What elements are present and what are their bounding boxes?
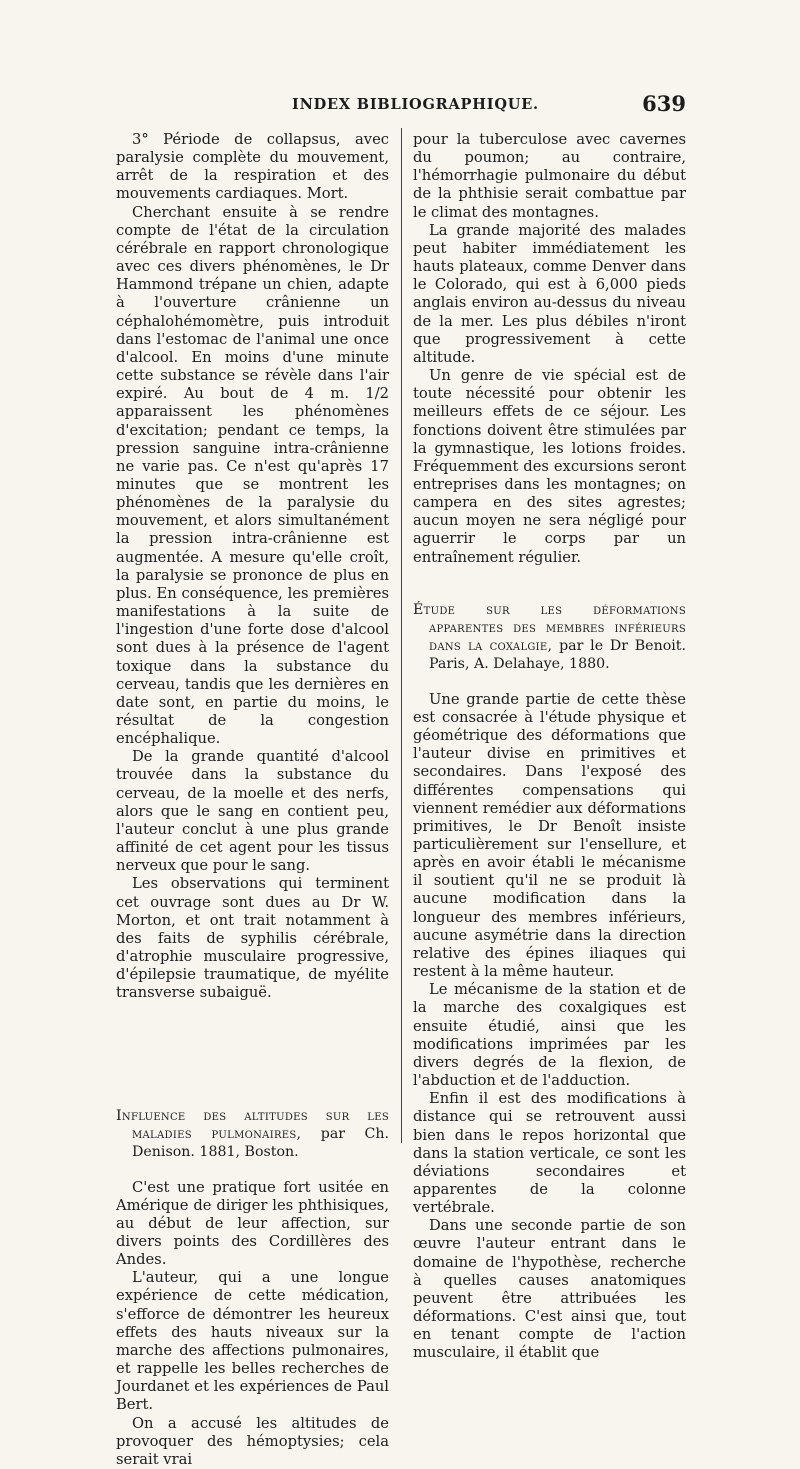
paragraph: Les observations qui terminent cet ouvrage sont dues au Dr W. Morton, et ont trait notamment à des faits de syphilis cérébrale, d'atrophie musculaire progressive, d'épilepsie traumatique, de myélite transverse subaiguë. <box>116 875 389 1002</box>
bibliography-entry-title <box>116 1107 389 1161</box>
spacer <box>116 1003 389 1107</box>
paragraph: La grande majorité des malades peut habiter immédiatement les hauts plateaux, comme Denver dans le Colorado, qui est à 6,000 pieds anglais environ au-dessus du niveau de la mer. Les plus débiles n'iront que progressivement à cette altitude. <box>413 221 686 366</box>
spacer <box>413 673 686 691</box>
paragraph: On a accusé les altitudes de provoquer des hémoptysies; cela serait vrai <box>116 1414 389 1468</box>
paragraph: pour la tuberculose avec cavernes du poumon; au contraire, l'hémorrhagie pulmonaire du début de la phthisie serait combattue par le climat des montagnes. <box>413 131 686 221</box>
paragraph: Cherchant ensuite à se rendre compte de l'état de la circulation cérébrale en rapport chronologique avec ces divers phénomènes, le Dr Hammond trépane un chien, adapte à l'ouverture crânienne un céphalohémomètre, puis introduit dans l'estomac de l'animal une once d'alcool. En moins d'une minute cette substance se révèle dans l'air expiré. Au bout de 4 m. 1/2 apparaissent les phénomènes d'excitation; pendant ce temps, la pression sanguine intra-crânienne ne varie pas. Ce n'est qu'après 17 minutes que se montrent les phénomènes de la paralysie du mouvement, et alors simultanément la pression intra-crânienne est augmentée. A mesure qu'elle croît, la paralysie se prononce de plus en plus. En conséquence, les premières manifestations à la suite de l'ingestion d'une forte dose d'alcool sont dues à la présence de l'agent toxique dans la substance du cerveau, tandis que les dernières en date sont, en partie du moins, le résultat de la congestion encéphalique. <box>116 203 389 748</box>
entry-title-caps: Influence des altitudes sur les maladies pulmonaires, <box>116 1107 389 1142</box>
entry-title-caps: Étude sur les déformations apparentes des membres inférieurs dans la coxalgie, <box>413 601 686 654</box>
paragraph: Enfin il est des modifications à distance qui se retrouvent aussi bien dans le repos horizontal que dans la station verticale, ce sont les déviations secondaires et apparentes de la colonne vertébrale. <box>413 1090 686 1217</box>
left-column <box>116 131 389 1469</box>
spacer <box>116 1161 389 1179</box>
right-column <box>413 131 686 1363</box>
paragraph: Le mécanisme de la station et de la marche des coxalgiques est ensuite étudié, ainsi que les modifications imprimées par les divers degrés de la flexion, de l'abduction et de l'adduction. <box>413 981 686 1090</box>
column-divider <box>401 128 402 1143</box>
page-header <box>112 91 686 122</box>
bibliography-entry-title <box>413 601 686 673</box>
paragraph: Une grande partie de cette thèse est consacrée à l'étude physique et géométrique des déformations que l'auteur divise en primitives et secondaires. Dans l'exposé des différentes compensations qui viennent remédier aux déformations primitives, le Dr Benoît insiste particulièrement sur l'ensellure, et après en avoir établi le mécanisme il soutient qu'il ne se produit là aucune modification dans la longueur des membres inférieurs, aucune asymétrie dans la direction relative des épines iliaques qui restent à la même hauteur. <box>413 690 686 981</box>
entry-title-details: par le Dr Benoit. Paris, A. Delahaye, 1880. <box>429 637 686 672</box>
paragraph: L'auteur, qui a une longue expérience de cette médication, s'efforce de démontrer les heureux effets des hauts niveaux sur la marche des affections pulmonaires, et rappelle les belles recherches de Jourdanet et les expériences de Paul Bert. <box>116 1269 389 1414</box>
running-title: INDEX BIBLIOGRAPHIQUE. <box>292 96 539 113</box>
paragraph: De la grande quantité d'alcool trouvée dans la substance du cerveau, de la moelle et des nerfs, alors que le sang en contient peu, l'auteur conclut à une plus grande affinité de cet agent pour les tissus nerveux que pour le sang. <box>116 748 389 875</box>
paragraph: Dans une seconde partie de son œuvre l'auteur entrant dans le domaine de l'hypothèse, recherche à quelles causes anatomiques peuvent être attribuées les déformations. C'est ainsi que, tout en tenant compte de l'action musculaire, il établit que <box>413 1217 686 1362</box>
paragraph: Un genre de vie spécial est de toute nécessité pour obtenir les meilleurs effets de ce séjour. Les fonctions doivent être stimulées par la gymnastique, les lotions froides. Fréquemment des excursions seront entreprises dans les montagnes; on campera en des sites agrestes; aucun moyen ne sera négligé pour aguerrir le corps par un entraînement régulier. <box>413 367 686 566</box>
spacer <box>413 567 686 601</box>
paragraph: 3° Période de collapsus, avec paralysie complète du mouvement, arrêt de la respiration et des mouvements cardiaques. Mort. <box>116 131 389 203</box>
entry-title-details: par Ch. Denison. 1881, Boston. <box>132 1125 389 1160</box>
paragraph: C'est une pratique fort usitée en Amérique de diriger les phthisiques, au début de leur affection, sur divers points des Cordillères des Andes. <box>116 1178 389 1269</box>
page-number: 639 <box>642 91 686 116</box>
